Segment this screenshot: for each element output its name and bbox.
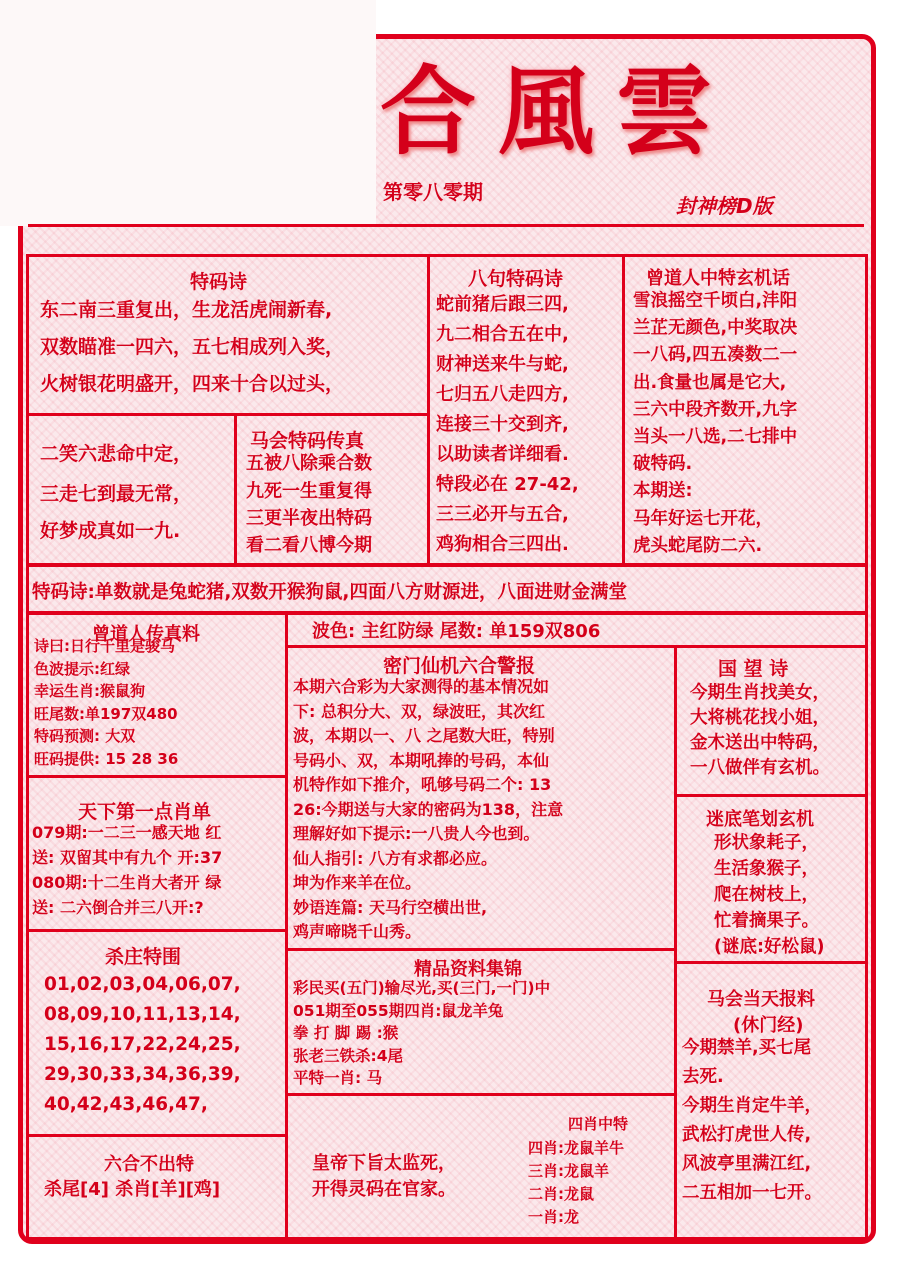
mahui-today-line: 今期禁羊,买七尾 xyxy=(682,1038,812,1058)
header-divider xyxy=(28,224,864,227)
guowang-line: 今期生肖找美女， xyxy=(690,683,830,703)
zeng-ziliao-line: 特码预测: 大双 xyxy=(34,727,136,745)
mimen-line: 鸡声啼晓千山秀。 xyxy=(293,922,422,941)
mimen-line: 26:今期送与大家的密码为138，注意 xyxy=(293,799,564,819)
sixiao-line: 二肖:龙鼠 xyxy=(528,1185,594,1203)
edition-label: 封神榜D版 xyxy=(676,194,773,218)
mimen-line: 坤为作来羊在位。 xyxy=(293,873,422,892)
shazhuang-number-row: 40,42,43,46,47, xyxy=(44,1094,208,1115)
bose-text: 波色: 主红防绿 尾数: 单159双806 xyxy=(312,621,601,642)
tianxia-title: 天下第一点肖单 xyxy=(78,801,212,823)
logo-title: 合風雲 xyxy=(380,55,734,168)
mahui-today-line: 今期生肖定牛羊， xyxy=(682,1096,822,1116)
midi-line: 忙着摘果子。 xyxy=(714,911,819,931)
eight-lines-line: 九二相合五在中, xyxy=(436,324,569,345)
jingpin-line: 彩民买(五门)输尽光,买(三门,一门)中 xyxy=(293,979,551,997)
mahui-poem-line: 五被八除乘合数 xyxy=(246,453,372,474)
mimen-line: 本期六合彩为大家测得的基本情况如 xyxy=(293,677,550,696)
zeng-xuanji-line: 本期送: xyxy=(633,481,693,502)
eight-lines-line: 特段必在 27-42, xyxy=(436,474,579,495)
shazhuang-title: 杀庄特围 xyxy=(105,946,182,968)
mahui-today-title: 马会当天报料 xyxy=(707,989,815,1010)
mimen-line: 妙语连篇: 天马行空横出世, xyxy=(293,897,488,917)
mimen-line: 理解好如下提示:一八贵人今也到。 xyxy=(293,824,540,843)
tema-poem-title: 特码诗 xyxy=(190,271,248,293)
tema-poem-more-line: 好梦成真如一九. xyxy=(40,520,181,542)
eight-lines-title: 八句特码诗 xyxy=(468,268,564,290)
eight-lines-line: 鸡狗相合三四出. xyxy=(436,534,569,555)
jingpin-line: 拳 打 脚 踢 :猴 xyxy=(293,1024,399,1042)
mimen-line: 波，本期以一、八 之尾数大旺，特别 xyxy=(293,726,555,745)
zeng-ziliao-line: 旺码提供: 15 28 36 xyxy=(34,749,179,768)
tema-poem-line: 双数瞄准一四六，五七相成列入奖， xyxy=(40,336,345,358)
mahui-today-line: 去死. xyxy=(682,1067,724,1087)
emperor-line: 皇帝下旨太监死， xyxy=(312,1153,456,1174)
mimen-line: 下: 总积分大、双，绿波旺，其次红 xyxy=(293,701,545,721)
eight-lines-line: 三三必开与五合, xyxy=(436,504,569,525)
midi-line: 爬在树枝上， xyxy=(714,885,819,905)
zeng-xuanji-line: 三六中段齐数开,九字 xyxy=(633,399,798,420)
buchu-line: 杀尾[4] 杀肖[羊][鸡] xyxy=(44,1179,221,1200)
mahui-poem-line: 三更半夜出特码 xyxy=(246,508,372,529)
tianxia-line: 送: 二六倒合并三八开:? xyxy=(32,898,204,917)
zeng-xuanji-line: 当头一八选,二七排中 xyxy=(633,427,798,447)
sixiao-title: 四肖中特 xyxy=(568,1115,629,1133)
mahui-today-line: 风波亭里满江红, xyxy=(682,1154,812,1174)
zeng-ziliao-title: 曾道人传真料 xyxy=(92,624,200,645)
shazhuang-number-row: 08,09,10,11,13,14, xyxy=(44,1004,241,1025)
zeng-ziliao-line: 色波提示:红绿 xyxy=(34,659,130,678)
zeng-xuanji-line: 虎头蛇尾防二六. xyxy=(633,535,763,556)
zeng-xuanji-line: 兰芷无颜色,中奖取决 xyxy=(633,318,798,339)
sixiao-line: 四肖:龙鼠羊牛 xyxy=(528,1139,624,1157)
zeng-ziliao-line: 旺尾数:单197双480 xyxy=(34,704,178,723)
mahui-poem-line: 看二看八博今期 xyxy=(246,535,372,556)
zeng-xuanji-line: 出.食量也属是它大, xyxy=(633,372,787,393)
emperor-line: 开得灵码在官家。 xyxy=(312,1179,456,1200)
tema-poem-more-line: 二笑六悲命中定， xyxy=(40,443,193,465)
mahui-today-line: 武松打虎世人传, xyxy=(682,1125,812,1145)
mahui-poem-title: 马会特码传真 xyxy=(250,430,365,452)
guowang-title: 国 望 诗 xyxy=(718,658,789,680)
zeng-ziliao-line: 幸运生肖:猴鼠狗 xyxy=(34,682,145,700)
tema-poem-line: 火树银花明盛开，四来十合以过头， xyxy=(40,373,345,395)
mahui-today-line: 二五相加一七开。 xyxy=(682,1183,822,1203)
mahui-today-subtitle: (休门经) xyxy=(733,1015,804,1036)
zeng-xuanji-line: 破特码. xyxy=(633,454,693,475)
jingpin-line: 张老三铁杀:4尾 xyxy=(293,1046,403,1065)
sixiao-line: 三肖:龙鼠羊 xyxy=(528,1162,609,1180)
tianxia-line: 079期:一二三一感天地 红 xyxy=(32,823,222,842)
masked-corner xyxy=(0,0,376,226)
mimen-title: 密门仙机六合警报 xyxy=(383,655,536,677)
sixiao-line: 一肖:龙 xyxy=(528,1208,579,1226)
mimen-line: 仙人指引: 八方有求都必应。 xyxy=(293,848,497,868)
guowang-line: 大将桃花找小姐， xyxy=(690,708,830,728)
mimen-line: 机特作如下推介，吼够号码二个: 13 xyxy=(293,775,552,794)
midi-line: 形状象耗子， xyxy=(714,833,819,853)
buchu-title: 六合不出特 xyxy=(104,1154,194,1175)
eight-lines-line: 连接三十交到齐, xyxy=(436,414,569,435)
mimen-line: 号码小、双，本期吼捧的号码，本仙 xyxy=(293,750,550,770)
midi-line: (谜底:好松鼠) xyxy=(714,937,825,957)
jingpin-title: 精品资料集锦 xyxy=(414,959,522,980)
tema-poem-more-line: 三走七到最无常， xyxy=(40,483,193,505)
jingpin-line: 051期至055期四肖:鼠龙羊兔 xyxy=(293,1001,504,1020)
zeng-ziliao-line: 诗曰:日行千里是骏马 xyxy=(34,637,175,655)
zeng-xuanji-line: 马年好运七开花， xyxy=(633,508,773,529)
tema-poem-line: 东二南三重复出，生龙活虎闹新春, xyxy=(40,299,333,321)
tianxia-line: 080期:十二生肖大者开 绿 xyxy=(32,873,222,892)
zeng-xuanji-line: 雪浪摇空千顷白,沣阳 xyxy=(633,291,798,311)
banner-text: 特码诗:单数就是兔蛇猪,双数开猴狗鼠,四面八方财源进，八面进财金满堂 xyxy=(32,582,627,603)
guowang-line: 一八做伴有玄机。 xyxy=(690,758,830,778)
shazhuang-number-row: 15,16,17,22,24,25, xyxy=(44,1034,241,1055)
mahui-poem-line: 九死一生重复得 xyxy=(246,481,372,502)
midi-title: 迷底笔划玄机 xyxy=(706,809,814,830)
zeng-xuanji-line: 一八码,四五凑数二一 xyxy=(633,345,798,366)
zeng-xuanji-title: 曾道人中特玄机话 xyxy=(646,268,790,289)
issue-number: 第零八零期 xyxy=(383,180,483,204)
shazhuang-number-row: 01,02,03,04,06,07, xyxy=(44,974,241,995)
shazhuang-number-row: 29,30,33,34,36,39, xyxy=(44,1064,241,1085)
tianxia-line: 送: 双留其中有九个 开:37 xyxy=(32,848,223,867)
eight-lines-line: 财神送来牛与蛇, xyxy=(436,354,569,375)
eight-lines-line: 以助读者详细看. xyxy=(436,444,569,465)
jingpin-line: 平特一肖: 马 xyxy=(293,1069,383,1087)
guowang-line: 金木送出中特码， xyxy=(690,733,830,753)
eight-lines-line: 七归五八走四方, xyxy=(436,384,569,405)
eight-lines-line: 蛇前猪后跟三四, xyxy=(436,294,569,315)
midi-line: 生活象猴子， xyxy=(714,859,819,879)
